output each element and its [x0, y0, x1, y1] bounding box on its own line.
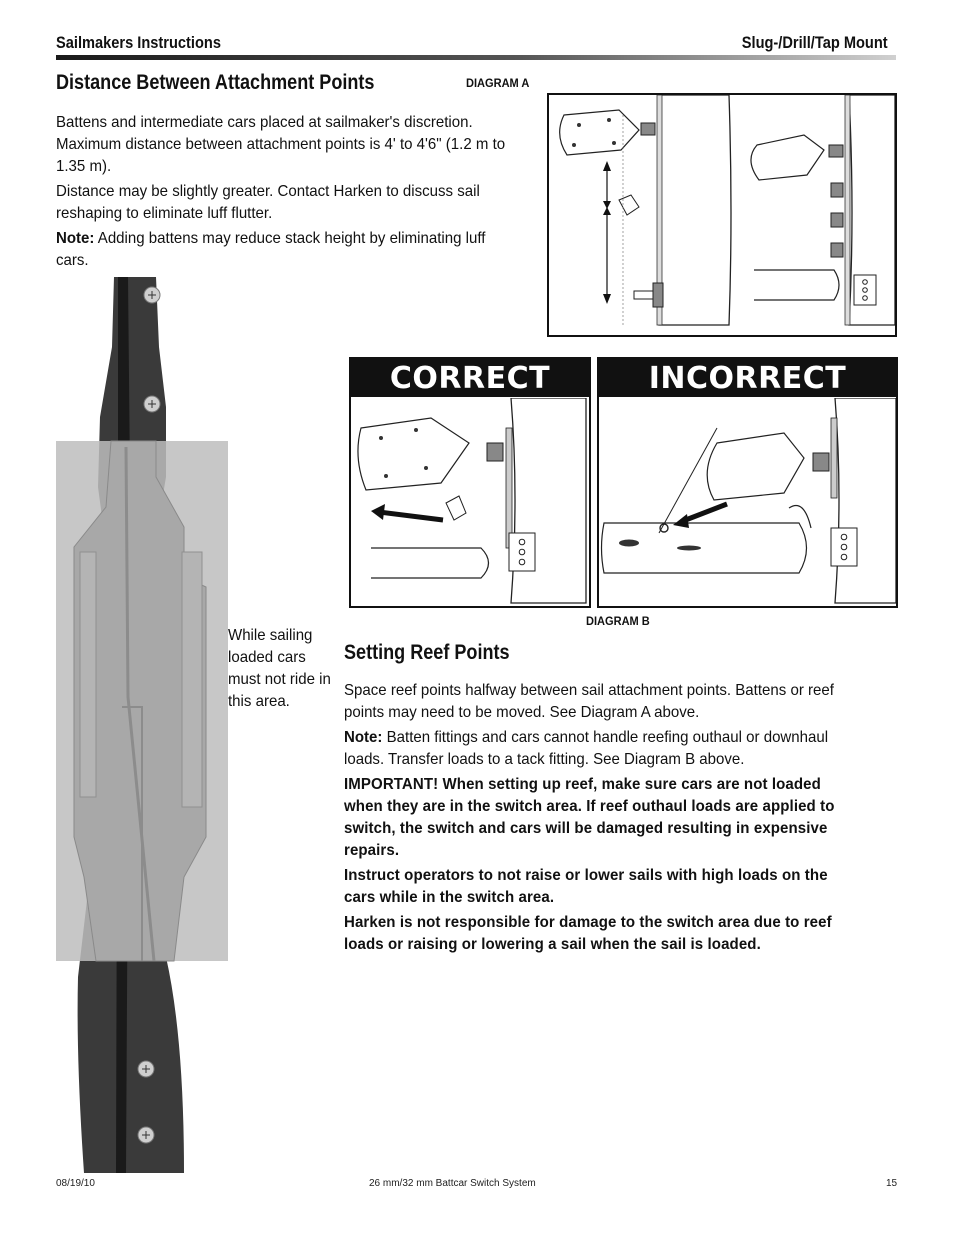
reef-important-1: IMPORTANT! When setting up reef, make sure cars are not loaded when they are in the switch area. If reef outhaul loads are applied to switch, the switch and cars will be damaged resulting in expensive repairs.: [344, 776, 835, 859]
distance-note: [56, 228, 517, 272]
diagram-a-label: DIAGRAM A: [466, 76, 530, 90]
diagram-a-illustration: [549, 95, 895, 335]
footer-date: 08/19/10: [56, 1178, 95, 1189]
header-right-title: Slug-/Drill/Tap Mount: [742, 33, 888, 52]
reef-para-1: Space reef points halfway between sail attachment points. Battens or reef points may need to be moved. See Diagram A above.: [344, 682, 834, 721]
switch-track-illustration: [56, 277, 228, 1173]
footer-product: 26 mm/32 mm Battcar Switch System: [369, 1178, 536, 1189]
note-text: Adding battens may reduce stack height by eliminating luff cars.: [56, 230, 486, 269]
diagram-a-frame: [547, 93, 897, 337]
reef-note-label: Note:: [344, 729, 383, 746]
diagram-b-label: DIAGRAM B: [586, 614, 650, 628]
distance-para-2: Distance may be slightly greater. Contact Harken to discuss sail reshaping to eliminate luff flutter.: [56, 183, 480, 222]
switch-track-svg: [56, 277, 228, 1173]
reef-body: [344, 680, 896, 959]
diagram-b-correct-panel: [349, 357, 591, 608]
header-rule: [56, 55, 896, 60]
distance-heading: Distance Between Attachment Points: [56, 71, 375, 94]
correct-banner: [351, 359, 589, 397]
incorrect-banner-text: INCORRECT: [648, 361, 847, 396]
switch-caption: While sailing loaded cars must not ride in this area.: [228, 627, 331, 710]
footer-page-number: 15: [886, 1178, 898, 1189]
switch-caption-wrap: [228, 625, 338, 716]
reef-important-2: Instruct operators to not raise or lower sails with high loads on the cars while in the switch area.: [344, 867, 828, 906]
correct-banner-text: CORRECT: [389, 361, 551, 396]
incorrect-illustration: [599, 398, 896, 606]
diagram-b-incorrect-panel: [597, 357, 898, 608]
incorrect-banner: [599, 359, 896, 397]
header-left-title: Sailmakers Instructions: [56, 33, 221, 52]
reef-important-3: Harken is not responsible for damage to the switch area due to reef loads or raising or lowering a sail when the sail is loaded.: [344, 914, 832, 953]
distance-para-1: Battens and intermediate cars placed at sailmaker's discretion. Maximum distance between attachment points is 4' to 4'6" (1.2 m to 1.35 m).: [56, 114, 506, 175]
note-label: Note:: [56, 230, 95, 247]
reef-note-text: Batten fittings and cars cannot handle reefing outhaul or downhaul loads. Transfer loads to a tack fitting. See Diagram B above.: [344, 729, 829, 768]
reef-heading: Setting Reef Points: [344, 641, 510, 664]
reef-note: [344, 727, 863, 771]
distance-body: [56, 112, 546, 275]
correct-illustration: [351, 398, 589, 606]
